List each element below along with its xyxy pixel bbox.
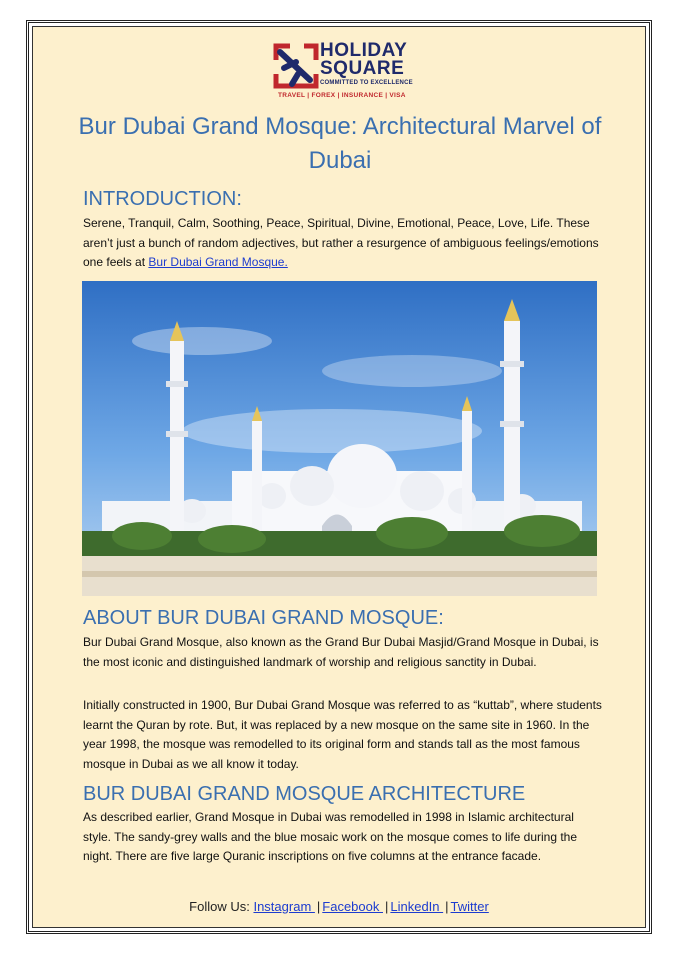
- page-title: Bur Dubai Grand Mosque: Architectural Marvel of Dubai: [78, 113, 602, 174]
- facebook-link[interactable]: Facebook: [322, 899, 383, 914]
- logo-wordmark: HOLIDAY SQUARE: [320, 40, 408, 79]
- footer-separator: |: [384, 899, 389, 914]
- mosque-photo: [82, 281, 597, 596]
- instagram-link[interactable]: Instagram: [253, 899, 315, 914]
- about-paragraph-1: Bur Dubai Grand Mosque, also known as the Grand Bur Dubai Masjid/Grand Mosque in Dubai, is the most iconic and distinguished landmark of worship and religious sanctity in Dubai.: [83, 635, 599, 669]
- mosque-link[interactable]: Bur Dubai Grand Mosque.: [148, 255, 288, 269]
- architecture-heading: BUR DUBAI GRAND MOSQUE ARCHITECTURE: [83, 783, 526, 805]
- linkedin-link[interactable]: LinkedIn: [390, 899, 444, 914]
- about-heading: ABOUT BUR DUBAI GRAND MOSQUE:: [83, 607, 444, 629]
- introduction-heading: INTRODUCTION:: [83, 188, 242, 210]
- footer-social: [0, 899, 678, 914]
- introduction-paragraph: [83, 214, 603, 273]
- architecture-paragraph-1: As described earlier, Grand Mosque in Dubai was remodelled in 1998 in Islamic architectural style. The sandy-grey walls and the blue mosaic work on the mosque comes to life during the night. There are five large Quranic inscriptions on five columns at the entrance facade.: [83, 810, 578, 863]
- footer-separator: |: [445, 899, 449, 914]
- logo-tagline: COMMITTED TO EXCELLENCE: [320, 80, 413, 86]
- footer-separator: |: [316, 899, 321, 914]
- holiday-square-logo[interactable]: [270, 40, 415, 100]
- logo-services: TRAVEL | FOREX | INSURANCE | VISA: [278, 92, 406, 99]
- mosque-illustration: [82, 281, 597, 596]
- introduction-text: Serene, Tranquil, Calm, Soothing, Peace, Spiritual, Divine, Emotional, Peace, Love, Life. These aren’t just a bunch of random adjectives, but rather a resurgence of ambiguous feelings/emotions one feels at: [83, 216, 599, 269]
- footer-label: Follow Us:: [189, 899, 254, 914]
- logo-plane-icon: [270, 40, 322, 92]
- about-paragraph-2: Initially constructed in 1900, Bur Dubai Grand Mosque was referred to as “kuttab”, where students learnt the Quran by rote. But, it was replaced by a new mosque on the same site in 1960. In the year 1998, the mosque was remodelled to its original form and stands tall as the most famous mosque in Dubai as we all know it today.: [83, 698, 602, 771]
- twitter-link[interactable]: Twitter: [450, 899, 489, 914]
